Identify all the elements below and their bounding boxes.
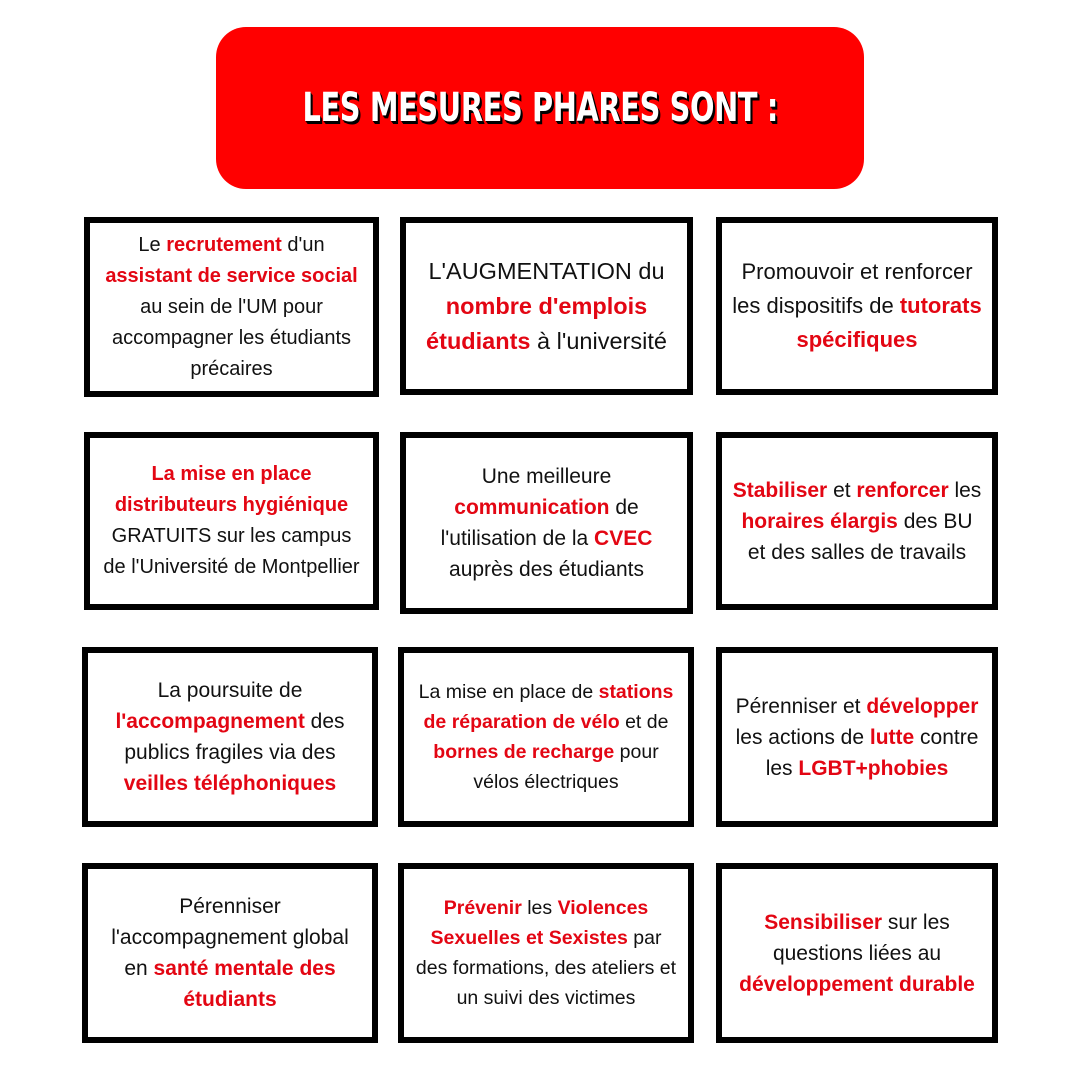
measure-card-mental-health <box>82 863 378 1043</box>
highlighted-text: veilles téléphoniques <box>123 772 337 795</box>
body-text: Promouvoir et renforcer les dispositifs de <box>732 259 973 318</box>
body-text: des BU et des salles de travails <box>747 509 973 564</box>
body-text: par des formations, des ateliers et un suivi des victimes <box>415 927 677 1009</box>
highlighted-text: stations de réparation de vélo <box>423 681 674 733</box>
highlighted-text: CVEC <box>594 527 653 550</box>
measure-card-social-worker <box>84 217 379 397</box>
measure-text <box>98 675 362 799</box>
measure-text <box>98 891 362 1015</box>
measure-card-student-jobs <box>400 217 693 395</box>
measure-text <box>732 475 982 568</box>
highlighted-text: horaires élargis <box>741 509 898 533</box>
body-text: La mise en place de <box>418 681 599 703</box>
body-text: les actions de <box>735 725 870 749</box>
highlighted-text: nombre d'emplois étudiants <box>426 292 648 354</box>
highlighted-text: La mise en place distributeurs hygiénique <box>114 463 349 516</box>
body-text: sur les questions liées au <box>772 910 950 965</box>
body-text: pour vélos électriques <box>473 741 659 793</box>
measure-text <box>414 893 678 1013</box>
measure-card-hygiene-dispensers <box>84 432 379 610</box>
highlighted-text: l'accompagnement <box>115 710 305 733</box>
measure-text <box>732 255 982 357</box>
measure-text <box>416 461 677 585</box>
highlighted-text: tutorats spécifiques <box>796 293 982 352</box>
highlighted-text: santé mentale des étudiants <box>153 957 336 1011</box>
measure-text <box>416 254 677 359</box>
measure-text <box>414 677 678 797</box>
measure-card-tutoring <box>716 217 998 395</box>
body-text: contre les <box>765 725 979 780</box>
measure-card-library-hours <box>716 432 998 610</box>
body-text: Le <box>138 233 167 256</box>
highlighted-text: renforcer <box>856 478 949 502</box>
highlighted-text: Sensibiliser <box>764 910 883 934</box>
body-text: les <box>521 897 558 919</box>
body-text: de l'utilisation de la <box>440 496 639 550</box>
highlighted-text: Stabiliser <box>732 478 828 502</box>
body-text: La poursuite de <box>157 679 303 702</box>
body-text: L'AUGMENTATION du <box>428 257 665 284</box>
highlighted-text: Prévenir <box>443 897 522 919</box>
body-text: d'un <box>281 233 325 256</box>
highlighted-text: communication <box>454 496 610 519</box>
title-banner <box>216 27 864 189</box>
highlighted-text: LGBT+phobies <box>798 756 949 780</box>
highlighted-text: bornes de recharge <box>433 741 615 763</box>
body-text: et de <box>619 711 669 733</box>
measure-card-cvec-communication <box>400 432 693 614</box>
measure-text <box>100 230 363 385</box>
page-title: LES MESURES PHARES SONT : <box>302 85 778 131</box>
measure-text <box>732 907 982 1000</box>
highlighted-text: développer <box>866 694 979 718</box>
highlighted-text: développement durable <box>739 972 975 996</box>
highlighted-text: Violences Sexuelles et Sexistes <box>430 897 649 949</box>
body-text: au sein de l'UM pour accompagner les étudiants précaires <box>111 295 352 380</box>
body-text: les <box>948 478 982 502</box>
body-text: Une meilleure <box>481 465 612 488</box>
body-text: Pérenniser et <box>735 694 867 718</box>
measure-text <box>100 459 363 583</box>
measure-card-bike-stations <box>398 647 694 827</box>
highlighted-text: assistant de service social <box>105 264 358 287</box>
measure-text <box>732 691 982 784</box>
body-text: GRATUITS sur les campus de l'Université de Montpellier <box>103 525 360 578</box>
body-text: des publics fragiles via des <box>124 710 345 764</box>
body-text: Pérenniser l'accompagnement global en <box>111 895 349 980</box>
body-text: à l'université <box>530 327 667 354</box>
highlighted-text: lutte <box>869 725 915 749</box>
measure-card-sustainability <box>716 863 998 1043</box>
measure-card-vulnerable-support <box>82 647 378 827</box>
measure-card-lgbt-phobias <box>716 647 998 827</box>
highlighted-text: recrutement <box>166 233 282 256</box>
body-text: auprès des étudiants <box>449 558 644 581</box>
measure-card-sexual-violence <box>398 863 694 1043</box>
body-text: et <box>827 478 857 502</box>
